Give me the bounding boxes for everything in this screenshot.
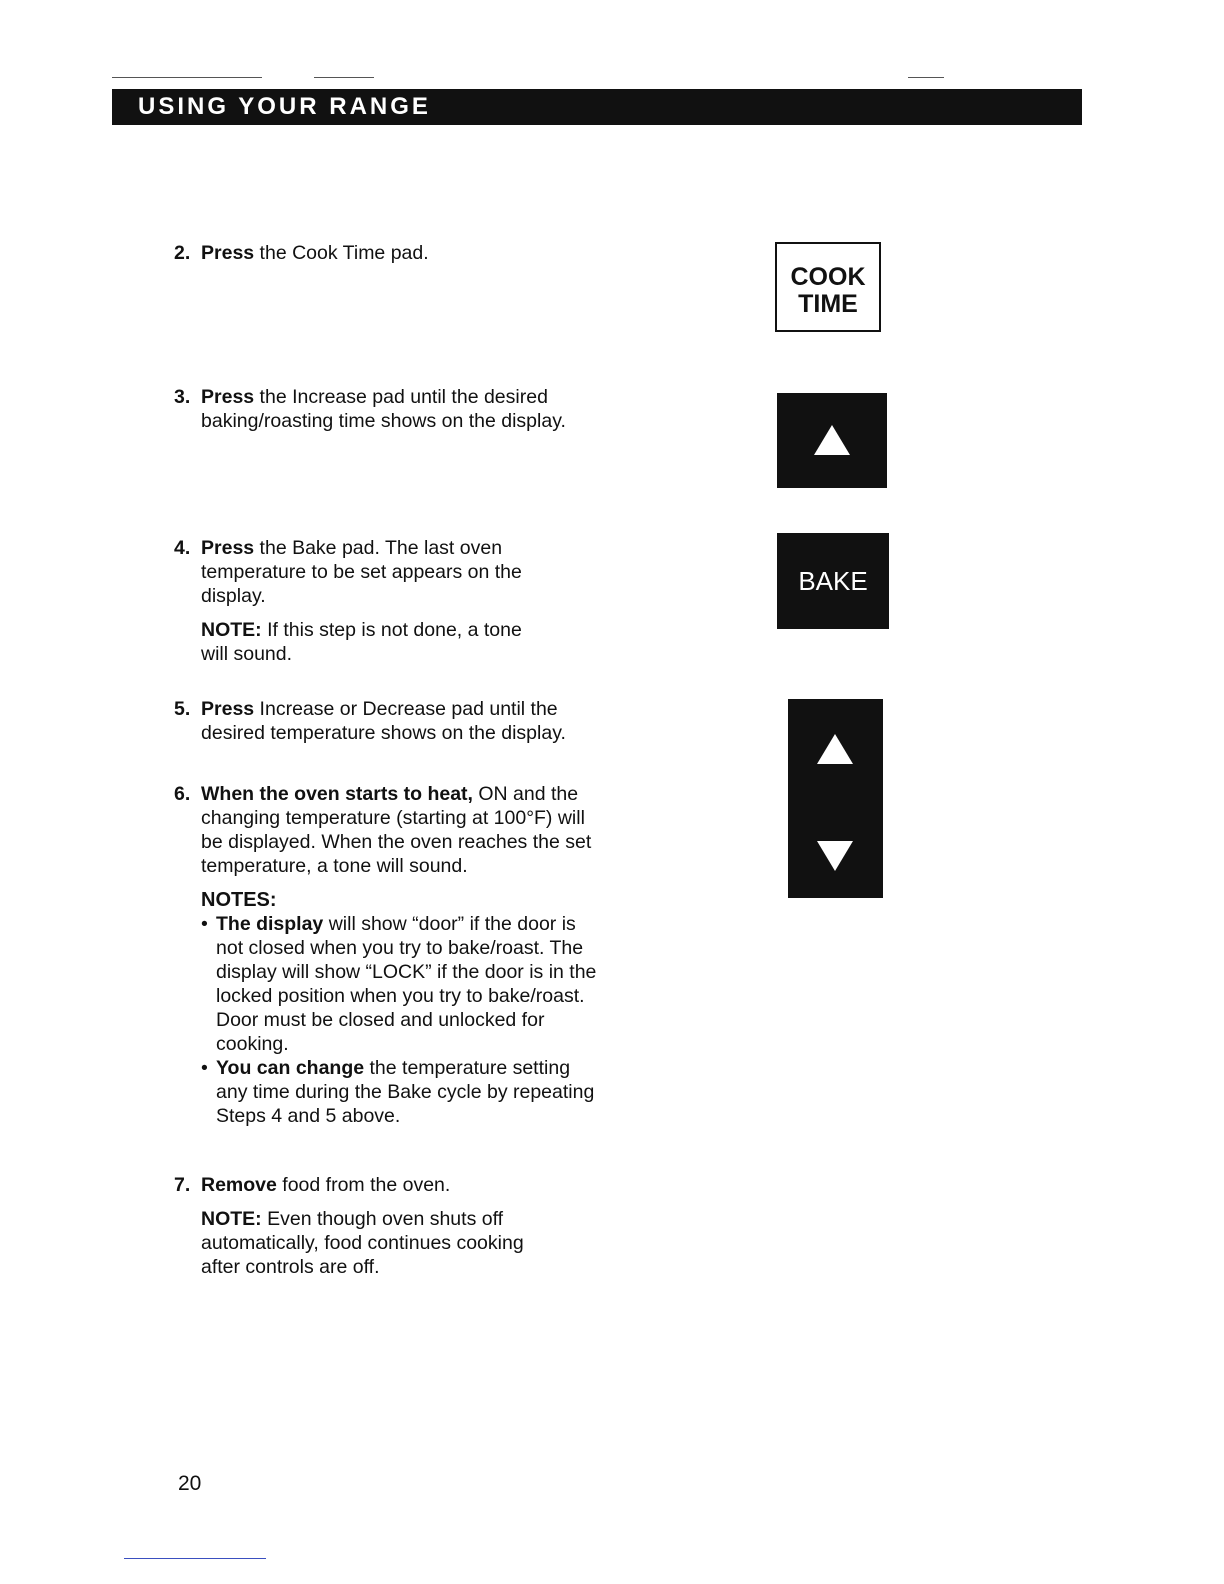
note-label: NOTE: — [201, 619, 262, 641]
section-header-bar — [112, 89, 1082, 125]
step-5 — [174, 697, 599, 745]
step-note — [201, 618, 541, 666]
step-lead: Press — [201, 242, 255, 264]
step-lead: Press — [201, 698, 255, 720]
step-number: 3. — [174, 386, 191, 408]
cook-time-label-line2: TIME — [798, 290, 858, 318]
increase-decrease-pad-illustration — [788, 699, 883, 898]
bake-pad-illustration — [777, 533, 889, 629]
step-text: Increase or Decrease pad until the desired temperature shows on the display. — [201, 698, 566, 744]
step-lead: When the oven starts to heat, — [201, 783, 473, 805]
step-lead: Press — [201, 537, 255, 559]
step-3 — [174, 385, 594, 433]
increase-pad-illustration — [777, 393, 887, 488]
step-lead: Press — [201, 386, 255, 408]
step-4 — [174, 536, 574, 666]
scan-line — [908, 77, 944, 78]
section-title: USING YOUR RANGE — [138, 93, 431, 120]
step-number: 2. — [174, 242, 191, 264]
bake-label: BAKE — [798, 566, 868, 596]
step-lead: Remove — [201, 1174, 277, 1196]
footer-rule — [124, 1558, 266, 1559]
bullet-lead: You can change — [216, 1057, 365, 1079]
note-bullet-change — [201, 1056, 602, 1128]
triangle-up-icon — [817, 734, 853, 764]
cook-time-pad-illustration — [775, 242, 881, 332]
note-label: NOTE: — [201, 1208, 262, 1230]
scan-line — [112, 77, 262, 78]
step-number: 4. — [174, 537, 191, 559]
step-number: 6. — [174, 783, 191, 805]
bullet-text: the temperature setting any time during the Bake cycle by repeating Steps 4 and 5 above. — [216, 1057, 595, 1127]
step-note — [201, 1207, 546, 1279]
step-number: 7. — [174, 1174, 191, 1196]
bullet-lead: The display — [216, 913, 324, 935]
step-number: 5. — [174, 698, 191, 720]
step-text: food from the oven. — [276, 1174, 451, 1196]
note-bullet-display — [201, 912, 602, 1056]
notes-heading: NOTES: — [201, 889, 277, 911]
step-text: the Cook Time pad. — [254, 242, 429, 264]
cook-time-label-line1: COOK — [790, 263, 866, 291]
page-number: 20 — [178, 1472, 202, 1495]
step-text: the Bake pad. The last oven temperature to be set appears on the display. — [201, 537, 522, 607]
step-text: the Increase pad until the desired baking/roasting time shows on the display. — [201, 386, 566, 432]
step-7 — [174, 1173, 574, 1279]
step-text: ON and the changing temperature (starting at 100°F) will be displayed. When the oven reaches the set temperature, a tone will sound. — [201, 783, 592, 877]
scan-line — [314, 77, 374, 78]
triangle-down-icon — [817, 841, 853, 871]
step-2 — [174, 241, 614, 265]
note-text: Even though oven shuts off automatically, food continues cooking after controls are off. — [201, 1208, 524, 1278]
triangle-up-icon — [814, 425, 850, 455]
step-6 — [174, 782, 602, 1128]
note-text: If this step is not done, a tone will sound. — [201, 619, 522, 665]
bullet-text: will show “door” if the door is not closed when you try to bake/roast. The display will show “LOCK” if the door is in the locked position when you try to bake/roast. Door must be closed and unlocked for cooking. — [216, 913, 597, 1055]
